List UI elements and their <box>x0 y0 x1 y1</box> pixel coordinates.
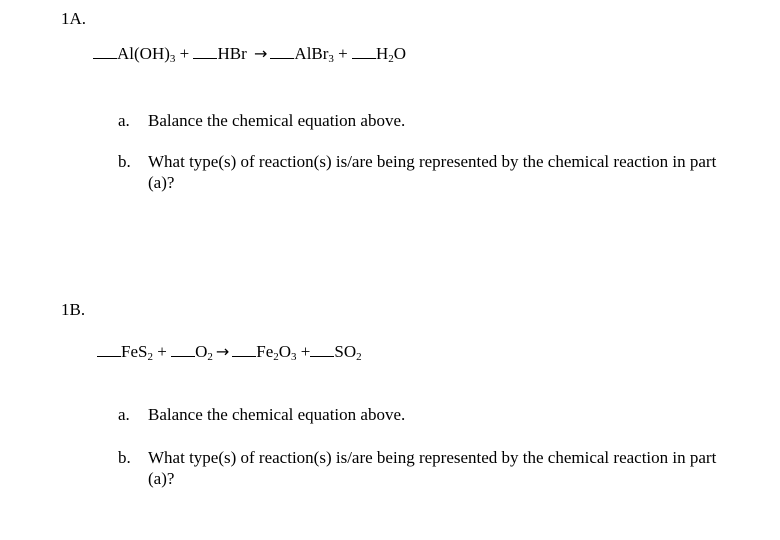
right-arrow-icon: → <box>254 44 268 63</box>
product-1-part-b: O <box>278 342 292 361</box>
plus-sign: + <box>152 342 172 361</box>
product-2-subscript: 2 <box>388 53 394 65</box>
coefficient-blank[interactable] <box>232 342 256 357</box>
coefficient-blank[interactable] <box>97 342 121 357</box>
reactant-1-subscript: 3 <box>169 53 176 65</box>
product-1-subscript-b: 3 <box>291 351 297 363</box>
coefficient-blank[interactable] <box>193 44 217 59</box>
coefficient-blank[interactable] <box>270 44 294 59</box>
question-text: Balance the chemical equation above. <box>148 111 406 130</box>
question-letter: b. <box>118 448 131 467</box>
problem-1b-label: 1B. <box>61 300 86 319</box>
problem-1a-equation <box>93 43 406 70</box>
reactant-2-subscript: 2 <box>207 351 213 363</box>
reactant-2: O <box>195 342 208 361</box>
problem-1a-label: 1A. <box>61 9 87 28</box>
product-1: AlBr <box>294 44 329 63</box>
problem-1a-question-a <box>118 110 738 131</box>
product-1-subscript-a: 2 <box>273 351 279 363</box>
question-text: Balance the chemical equation above. <box>148 405 406 424</box>
problem-1b-question-a <box>118 404 738 425</box>
right-arrow-icon: → <box>215 342 230 361</box>
coefficient-blank[interactable] <box>93 44 117 59</box>
product-2: SO <box>334 342 357 361</box>
plus-sign: + <box>175 44 194 63</box>
product-2-subscript: 2 <box>356 351 362 363</box>
coefficient-blank[interactable] <box>352 44 376 59</box>
product-2-part-b: O <box>393 44 407 63</box>
question-text: What type(s) of reaction(s) is/are being represented by the chemical reaction in part (a)? <box>148 448 717 488</box>
plus-sign: + <box>296 342 311 361</box>
reactant-1: FeS <box>121 342 148 361</box>
problem-1b-equation <box>97 341 362 368</box>
reactant-2: HBr <box>217 44 252 63</box>
question-text: What type(s) of reaction(s) is/are being represented by the chemical reaction in part (a)? <box>148 152 717 192</box>
reactant-1-subscript: 2 <box>147 351 153 363</box>
question-letter: a. <box>118 111 130 130</box>
problem-1a-question-b <box>118 151 738 193</box>
coefficient-blank[interactable] <box>310 342 334 357</box>
product-2-part-a: H <box>376 44 389 63</box>
question-letter: a. <box>118 405 130 424</box>
plus-sign: + <box>333 44 353 63</box>
product-1-subscript: 3 <box>328 53 334 65</box>
problem-1b-question-b <box>118 447 738 489</box>
question-letter: b. <box>118 152 131 171</box>
coefficient-blank[interactable] <box>171 342 195 357</box>
product-1-part-a: Fe <box>256 342 274 361</box>
reactant-1: Al(OH) <box>117 44 170 63</box>
